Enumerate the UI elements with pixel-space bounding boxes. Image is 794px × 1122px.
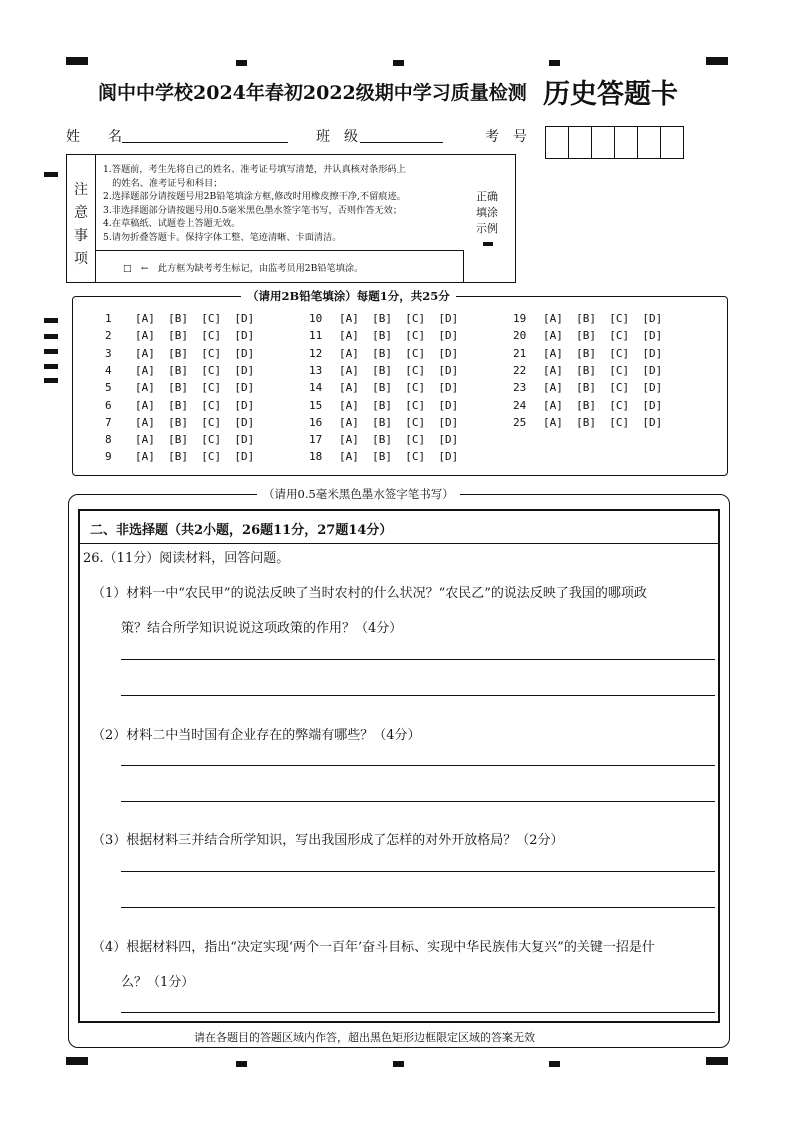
mcq-options[interactable]: [A] [B] [C] [D]	[543, 363, 663, 377]
mcq-title: （请用2B铅笔填涂）每题1分，共25分	[241, 288, 456, 304]
writing-line[interactable]	[121, 801, 715, 802]
fill-sample: 正确 填涂 示例	[463, 155, 515, 282]
timing-mark	[393, 1061, 404, 1067]
mcq-question-5[interactable]	[105, 381, 254, 394]
timing-mark	[44, 378, 58, 383]
mcq-section	[72, 289, 728, 476]
mcq-question-1[interactable]	[105, 312, 254, 325]
mcq-options[interactable]: [A] [B] [C] [D]	[339, 363, 459, 377]
mcq-options[interactable]: [A] [B] [C] [D]	[339, 312, 459, 325]
mcq-number: 12	[309, 346, 323, 360]
mcq-number: 22	[513, 363, 527, 377]
mcq-options[interactable]: [A] [B] [C] [D]	[135, 450, 255, 464]
exam-no-box[interactable]	[638, 127, 661, 158]
timing-mark	[549, 60, 560, 66]
exam-no-boxes[interactable]	[545, 126, 684, 159]
mcq-options[interactable]: [A] [B] [C] [D]	[543, 415, 663, 429]
mcq-number: 17	[309, 433, 323, 447]
q26-1-line2: 策？结合所学知识说说这项政策的作用？（4分）	[121, 621, 403, 636]
mcq-question-16[interactable]	[309, 416, 458, 429]
mcq-number: 2	[105, 329, 112, 343]
q26-1-line1: （1）材料一中“农民甲”的说法反映了当时农村的什么状况？“农民乙”的说法反映了我国的哪项政	[92, 586, 647, 601]
subject-title: 历史答题卡	[543, 79, 678, 110]
absent-mark-text: □ ← 此方框为缺考考生标记，由监考员用2B铅笔填涂。	[123, 263, 364, 274]
mcq-question-18[interactable]	[309, 450, 458, 463]
mcq-options[interactable]: [A] [B] [C] [D]	[135, 381, 255, 395]
mcq-question-22[interactable]	[513, 364, 662, 377]
mcq-question-21[interactable]	[513, 347, 662, 360]
mcq-options[interactable]: [A] [B] [C] [D]	[135, 346, 255, 360]
timing-mark	[66, 57, 88, 65]
q26-4-line1: （4）根据材料四，指出“决定实现‘两个一百年’奋斗目标、实现中华民族伟大复兴”的关键一招是什	[92, 940, 655, 955]
writing-line[interactable]	[121, 659, 715, 660]
mcq-options[interactable]: [A] [B] [C] [D]	[339, 329, 459, 343]
mcq-number: 15	[309, 398, 323, 412]
mcq-number: 18	[309, 450, 323, 464]
writing-line[interactable]	[121, 871, 715, 872]
timing-mark	[44, 334, 58, 339]
answer-section	[68, 487, 730, 1048]
mcq-question-3[interactable]	[105, 347, 254, 360]
mcq-number: 10	[309, 312, 323, 325]
q26-2: （2）材料二中当时国有企业存在的弊端有哪些？（4分）	[92, 728, 421, 743]
mcq-options[interactable]: [A] [B] [C] [D]	[543, 346, 663, 360]
name-label: 姓 名	[66, 129, 122, 145]
mcq-options[interactable]: [A] [B] [C] [D]	[339, 433, 459, 447]
mcq-options[interactable]: [A] [B] [C] [D]	[135, 312, 255, 325]
mcq-options[interactable]: [A] [B] [C] [D]	[135, 329, 255, 343]
writing-line[interactable]	[121, 907, 715, 908]
mcq-question-8[interactable]	[105, 433, 254, 446]
notice-label: 注 意 事 项	[67, 155, 96, 282]
exam-no-box[interactable]	[592, 127, 615, 158]
notice-items: 1.答题前，考生先将自己的姓名、准考证号填写清楚，并认真核对条形码上 的姓名、准考证号和科目； 2.选择题部分请按题号用2B铅笔填涂方框,修改时用橡皮擦干净,不留痕迹。 3.非选择题部分请按题号用0.5毫米黑色墨水签字笔书写，否则作答无效； 4.在草稿纸、试题卷上答题无效。 5.请勿折叠答题卡。保持字体工整、笔迹清晰、卡面清洁。	[103, 164, 406, 243]
mcq-question-9[interactable]	[105, 450, 254, 463]
mcq-options[interactable]: [A] [B] [C] [D]	[339, 398, 459, 412]
filled-sample-mark	[483, 242, 493, 246]
mcq-question-25[interactable]	[513, 416, 662, 429]
mcq-number: 19	[513, 312, 527, 325]
mcq-number: 7	[105, 415, 112, 429]
mcq-number: 3	[105, 346, 112, 360]
mcq-options[interactable]: [A] [B] [C] [D]	[135, 415, 255, 429]
mcq-options[interactable]: [A] [B] [C] [D]	[339, 346, 459, 360]
q26-4-line2: 么？（1分）	[121, 975, 195, 990]
name-field[interactable]	[122, 142, 288, 143]
mcq-number: 8	[105, 433, 112, 447]
timing-mark	[393, 60, 404, 66]
q26-heading: 26.（11分）阅读材料，回答问题。	[83, 551, 290, 566]
writing-line[interactable]	[121, 1012, 715, 1013]
mcq-options[interactable]: [A] [B] [C] [D]	[543, 398, 663, 412]
mcq-question-2[interactable]	[105, 329, 254, 342]
mcq-number: 14	[309, 381, 323, 395]
exam-no-box[interactable]	[661, 127, 683, 158]
class-label: 班 级	[316, 129, 358, 145]
exam-no-box[interactable]	[615, 127, 638, 158]
mcq-question-11[interactable]	[309, 329, 458, 342]
mcq-options[interactable]: [A] [B] [C] [D]	[339, 381, 459, 395]
mcq-options[interactable]: [A] [B] [C] [D]	[543, 381, 663, 395]
timing-mark	[549, 1061, 560, 1067]
mcq-question-13[interactable]	[309, 364, 458, 377]
mcq-number: 20	[513, 329, 527, 343]
mcq-number: 16	[309, 415, 323, 429]
timing-mark	[44, 349, 58, 354]
mcq-question-20[interactable]	[513, 329, 662, 342]
mcq-number: 23	[513, 381, 527, 395]
mcq-number: 9	[105, 450, 112, 464]
mcq-question-7[interactable]	[105, 416, 254, 429]
mcq-number: 4	[105, 363, 112, 377]
timing-mark	[706, 1057, 728, 1065]
timing-mark	[44, 364, 58, 369]
mcq-question-19[interactable]	[513, 312, 662, 325]
writing-line[interactable]	[121, 765, 715, 766]
mcq-question-6[interactable]	[105, 399, 254, 412]
mcq-question-17[interactable]	[309, 433, 458, 446]
notice-box	[66, 154, 516, 283]
section-heading: 二、非选择题（共2小题，26题11分，27题14分）	[90, 523, 393, 538]
mcq-number: 5	[105, 381, 112, 395]
answer-title: （请用0.5毫米黑色墨水签字笔书写）	[257, 486, 460, 502]
mcq-number: 1	[105, 312, 112, 325]
mcq-question-23[interactable]	[513, 381, 662, 394]
mcq-options[interactable]: [A] [B] [C] [D]	[135, 363, 255, 377]
mcq-number: 6	[105, 398, 112, 412]
timing-mark	[44, 172, 58, 177]
mcq-options[interactable]: [A] [B] [C] [D]	[543, 329, 663, 343]
mcq-options[interactable]: [A] [B] [C] [D]	[135, 433, 255, 447]
q26-3: （3）根据材料三并结合所学知识，写出我国形成了怎样的对外开放格局？（2分）	[92, 833, 564, 848]
mcq-number: 21	[513, 346, 527, 360]
mcq-options[interactable]: [A] [B] [C] [D]	[543, 312, 663, 325]
mcq-question-15[interactable]	[309, 399, 458, 412]
mcq-number: 24	[513, 398, 527, 412]
mcq-options[interactable]: [A] [B] [C] [D]	[135, 398, 255, 412]
mcq-question-10[interactable]	[309, 312, 458, 325]
class-field[interactable]	[360, 142, 443, 143]
answer-area[interactable]	[78, 509, 720, 1023]
exam-no-label: 考 号	[485, 129, 527, 145]
mcq-question-24[interactable]	[513, 399, 662, 412]
mcq-question-12[interactable]	[309, 347, 458, 360]
timing-mark	[236, 1061, 247, 1067]
timing-mark	[236, 60, 247, 66]
timing-mark	[66, 1057, 88, 1065]
answer-footer: 请在各题目的答题区域内作答，超出黑色矩形边框限定区域的答案无效	[194, 1031, 535, 1044]
mcq-number: 25	[513, 415, 527, 429]
mcq-question-4[interactable]	[105, 364, 254, 377]
mcq-options[interactable]: [A] [B] [C] [D]	[339, 415, 459, 429]
exam-title: 阆中中学校2024年春初2022级期中学习质量检测	[98, 82, 527, 104]
writing-line[interactable]	[121, 695, 715, 696]
timing-mark	[706, 57, 728, 65]
absent-mark-row[interactable]	[95, 250, 464, 283]
exam-no-box[interactable]	[569, 127, 592, 158]
mcq-number: 13	[309, 363, 323, 377]
exam-no-box[interactable]	[546, 127, 569, 158]
mcq-options[interactable]: [A] [B] [C] [D]	[339, 450, 459, 464]
mcq-question-14[interactable]	[309, 381, 458, 394]
mcq-number: 11	[309, 329, 323, 343]
timing-mark	[44, 318, 58, 323]
